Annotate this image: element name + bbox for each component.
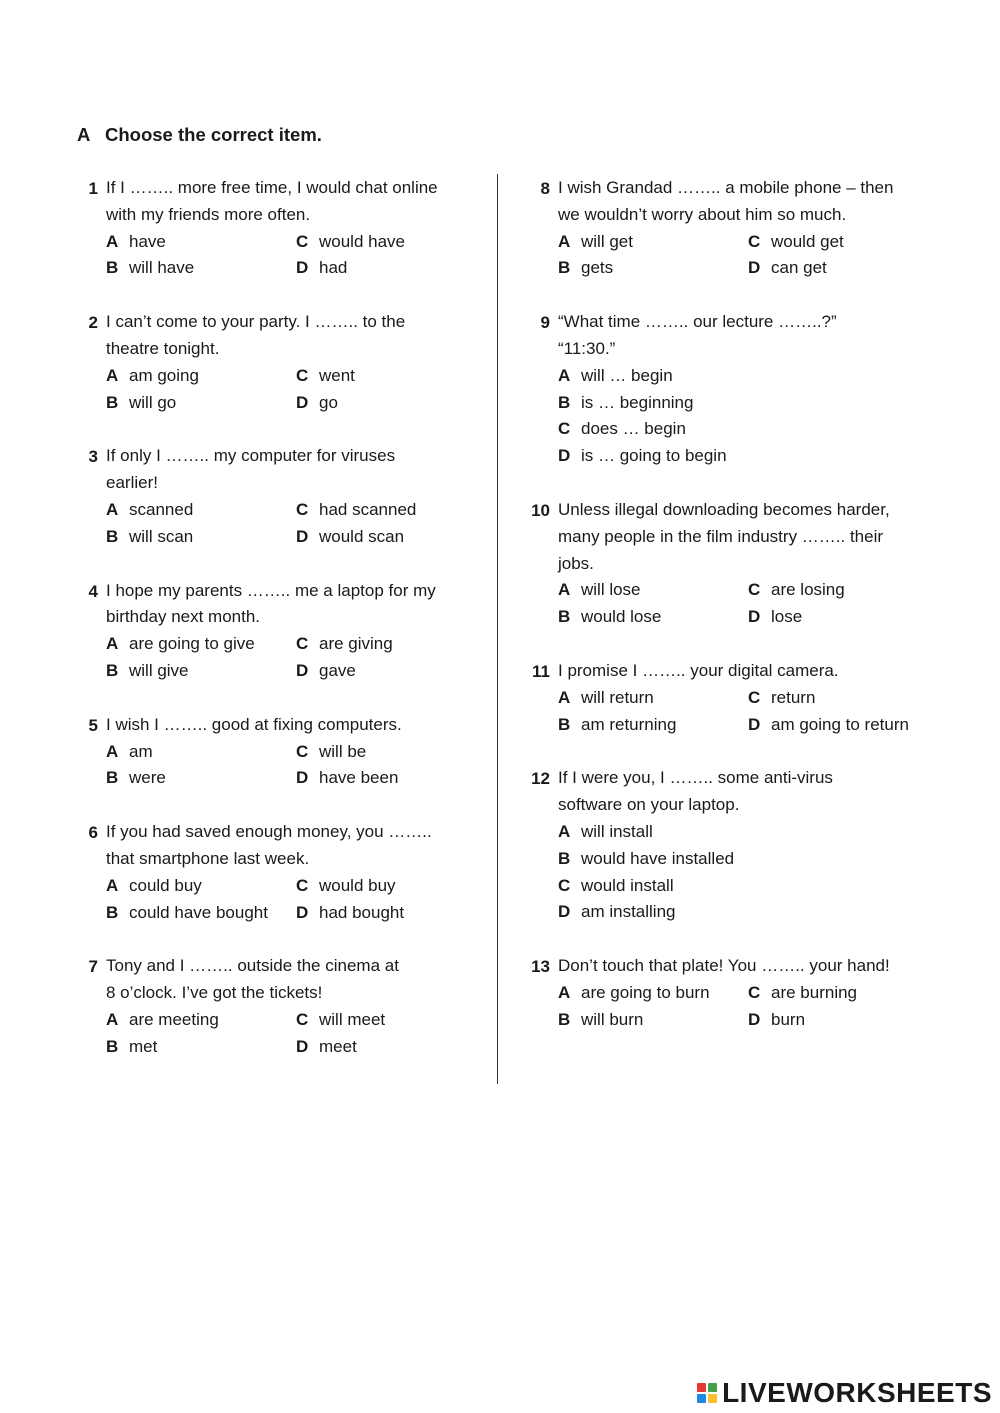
- option-letter: C: [748, 580, 761, 600]
- option-letter: D: [558, 902, 571, 922]
- question-text: [558, 497, 942, 577]
- answer-option-a[interactable]: [558, 685, 748, 712]
- option-letter: A: [106, 741, 119, 761]
- option-text: am installing: [581, 902, 676, 922]
- answer-option-b[interactable]: [558, 712, 748, 739]
- option-letter: C: [748, 982, 761, 1002]
- option-letter: B: [106, 1036, 119, 1056]
- option-text: burn: [771, 1009, 806, 1029]
- question-text: [558, 658, 942, 685]
- option-text: am returning: [581, 714, 677, 734]
- column-divider: [497, 174, 498, 1084]
- answer-option-b[interactable]: [558, 846, 942, 873]
- option-text: are losing: [771, 580, 845, 600]
- question-9: [522, 309, 942, 470]
- option-text: met: [129, 1036, 158, 1056]
- option-text: will go: [129, 392, 177, 412]
- brand-wordmark: LIVEWORKSHEETS: [722, 1377, 992, 1408]
- option-letter: D: [748, 714, 761, 734]
- question-text: [106, 175, 480, 229]
- answer-option-a[interactable]: [558, 819, 942, 846]
- option-text: am: [129, 741, 153, 761]
- answer-options: [558, 577, 942, 631]
- answer-option-d[interactable]: [748, 255, 942, 282]
- option-letter: A: [558, 687, 571, 707]
- question-text-line: “What time …….. our lecture ……..?”: [558, 312, 837, 332]
- question-text-line: theatre tonight.: [106, 338, 220, 358]
- question-7: [70, 953, 480, 1060]
- answer-option-d[interactable]: [296, 658, 480, 685]
- option-letter: C: [296, 634, 309, 654]
- option-letter: B: [558, 392, 571, 412]
- answer-options: [106, 873, 480, 927]
- answer-option-a[interactable]: [106, 873, 296, 900]
- option-letter: D: [296, 258, 309, 278]
- option-text: return: [771, 687, 816, 707]
- answer-option-a[interactable]: [106, 363, 296, 390]
- option-text: would buy: [319, 875, 396, 895]
- option-letter: B: [558, 607, 571, 627]
- question-number: 5: [88, 715, 98, 735]
- answer-option-c[interactable]: [558, 873, 942, 900]
- option-text: will return: [581, 687, 654, 707]
- liveworksheets-logo-icon: [697, 1383, 717, 1403]
- option-letter: A: [558, 821, 571, 841]
- option-letter: D: [558, 446, 571, 466]
- option-text: go: [319, 392, 338, 412]
- question-text-line: If I …….. more free time, I would chat online: [106, 178, 438, 197]
- answer-options: [106, 1007, 480, 1061]
- option-letter: D: [296, 768, 309, 788]
- option-letter: A: [106, 1009, 119, 1029]
- answer-option-d[interactable]: [748, 712, 942, 739]
- option-letter: B: [106, 660, 119, 680]
- option-text: are burning: [771, 982, 858, 1002]
- question-8: [522, 175, 942, 282]
- question-text-line: Tony and I …….. outside the cinema at: [106, 956, 399, 976]
- option-text: had bought: [319, 902, 405, 922]
- question-text-line: 8 o’clock. I’ve got the tickets!: [106, 983, 323, 1003]
- question-text-line: software on your laptop.: [558, 795, 740, 815]
- answer-option-d[interactable]: [296, 255, 480, 282]
- option-letter: C: [558, 875, 571, 895]
- answer-option-b[interactable]: [106, 524, 296, 551]
- answer-option-d[interactable]: [296, 1034, 480, 1061]
- question-text: [558, 765, 942, 819]
- answer-option-c[interactable]: [296, 229, 480, 256]
- answer-option-c[interactable]: [296, 363, 480, 390]
- option-text: would lose: [581, 607, 662, 627]
- question-text: [558, 309, 942, 363]
- option-letter: B: [106, 526, 119, 546]
- question-number: 7: [88, 957, 98, 977]
- question-number: 4: [88, 581, 98, 601]
- option-letter: D: [748, 607, 761, 627]
- logo-square: [697, 1394, 706, 1403]
- option-text: is … going to begin: [581, 446, 727, 466]
- heading-text: Choose the correct item.: [105, 124, 322, 145]
- option-text: can get: [771, 258, 827, 278]
- option-text: will … begin: [581, 365, 673, 385]
- question-text-line: many people in the film industry …….. their: [558, 526, 884, 546]
- question-text-line: with my friends more often.: [106, 204, 311, 224]
- answer-option-a[interactable]: [558, 229, 748, 256]
- option-text: would install: [581, 875, 674, 895]
- question-text-line: Unless illegal downloading becomes harder,: [558, 499, 890, 519]
- answer-option-b[interactable]: [106, 390, 296, 417]
- option-text: could buy: [129, 875, 202, 895]
- option-letter: B: [558, 714, 571, 734]
- answer-option-a[interactable]: [558, 980, 748, 1007]
- option-text: lose: [771, 607, 803, 627]
- answer-option-d[interactable]: [558, 899, 942, 926]
- option-letter: B: [106, 902, 119, 922]
- option-letter: B: [558, 258, 571, 278]
- question-number: 10: [531, 500, 550, 520]
- answer-option-d[interactable]: [296, 390, 480, 417]
- question-1: [70, 175, 480, 282]
- option-letter: A: [106, 634, 119, 654]
- answer-options: [106, 363, 480, 417]
- option-letter: B: [558, 1009, 571, 1029]
- option-letter: C: [296, 365, 309, 385]
- answer-option-a[interactable]: [106, 497, 296, 524]
- question-text-line: we wouldn’t worry about him so much.: [558, 204, 847, 224]
- option-text: gave: [319, 660, 356, 680]
- answer-option-c[interactable]: [558, 416, 942, 443]
- option-text: went: [319, 365, 355, 385]
- question-text-line: I promise I …….. your digital camera.: [558, 660, 839, 680]
- question-11: [522, 658, 942, 738]
- answer-options: [558, 819, 942, 926]
- logo-square: [697, 1383, 706, 1392]
- option-letter: D: [296, 526, 309, 546]
- questions-left-column: [70, 175, 480, 1088]
- option-text: are giving: [319, 634, 393, 654]
- option-text: are meeting: [129, 1009, 219, 1029]
- question-text-line: that smartphone last week.: [106, 848, 310, 868]
- option-letter: D: [296, 660, 309, 680]
- answer-options: [558, 685, 942, 739]
- question-text: [558, 175, 942, 229]
- option-text: will be: [319, 741, 367, 761]
- option-text: were: [129, 768, 166, 788]
- option-text: have: [129, 231, 166, 251]
- option-text: is … beginning: [581, 392, 694, 412]
- option-text: will lose: [581, 580, 641, 600]
- answer-option-a[interactable]: [558, 577, 748, 604]
- question-text: [106, 712, 480, 739]
- option-text: am going: [129, 365, 199, 385]
- answer-options: [558, 980, 942, 1034]
- option-text: are going to burn: [581, 982, 710, 1002]
- option-text: will install: [581, 821, 653, 841]
- answer-options: [558, 363, 942, 470]
- answer-options: [106, 229, 480, 283]
- option-text: could have bought: [129, 902, 268, 922]
- option-text: would have: [319, 231, 406, 251]
- question-12: [522, 765, 942, 926]
- question-text-line: I wish Grandad …….. a mobile phone – then: [558, 178, 894, 197]
- logo-square: [708, 1383, 717, 1392]
- option-letter: C: [748, 687, 761, 707]
- question-13: [522, 953, 942, 1033]
- answer-option-c[interactable]: [296, 1007, 480, 1034]
- answer-option-b[interactable]: [558, 604, 748, 631]
- option-letter: A: [106, 875, 119, 895]
- question-4: [70, 578, 480, 685]
- question-10: [522, 497, 942, 631]
- answer-option-b[interactable]: [106, 900, 296, 927]
- option-text: will meet: [319, 1009, 386, 1029]
- option-letter: D: [748, 258, 761, 278]
- option-letter: C: [296, 1009, 309, 1029]
- question-number: 11: [532, 661, 550, 681]
- option-letter: A: [106, 499, 119, 519]
- option-letter: A: [558, 580, 571, 600]
- option-text: scanned: [129, 499, 194, 519]
- option-letter: D: [748, 1009, 761, 1029]
- option-letter: C: [296, 231, 309, 251]
- option-letter: D: [296, 902, 309, 922]
- option-letter: C: [748, 231, 761, 251]
- answer-option-c[interactable]: [296, 873, 480, 900]
- answer-option-c[interactable]: [296, 739, 480, 766]
- option-text: had scanned: [319, 499, 417, 519]
- option-letter: D: [296, 1036, 309, 1056]
- question-text-line: earlier!: [106, 473, 158, 493]
- answer-option-c[interactable]: [296, 631, 480, 658]
- option-letter: B: [106, 768, 119, 788]
- question-text-line: If only I …….. my computer for viruses: [106, 446, 396, 466]
- option-text: meet: [319, 1036, 357, 1056]
- question-text: [106, 819, 480, 873]
- option-letter: C: [296, 499, 309, 519]
- question-text-line: If I were you, I …….. some anti-virus: [558, 768, 833, 788]
- question-number: 3: [88, 447, 98, 467]
- option-text: are going to give: [129, 634, 255, 654]
- question-text: [106, 578, 480, 632]
- question-6: [70, 819, 480, 926]
- option-letter: A: [106, 365, 119, 385]
- question-number: 1: [88, 179, 98, 198]
- question-number: 13: [531, 957, 550, 977]
- answer-option-b[interactable]: [106, 1034, 296, 1061]
- answer-option-b[interactable]: [558, 1007, 748, 1034]
- answer-option-b[interactable]: [106, 658, 296, 685]
- answer-option-a[interactable]: [106, 739, 296, 766]
- option-text: gets: [581, 258, 614, 278]
- answer-options: [558, 229, 942, 283]
- heading-letter: A: [77, 124, 91, 145]
- option-letter: A: [558, 231, 571, 251]
- answer-option-d[interactable]: [748, 604, 942, 631]
- answer-option-d[interactable]: [296, 765, 480, 792]
- logo-square: [708, 1394, 717, 1403]
- answer-option-c[interactable]: [748, 229, 942, 256]
- option-letter: A: [558, 365, 571, 385]
- question-text-line: I hope my parents …….. me a laptop for my: [106, 580, 436, 600]
- answer-option-c[interactable]: [748, 685, 942, 712]
- question-3: [70, 443, 480, 550]
- question-text: [106, 953, 480, 1007]
- option-letter: C: [296, 875, 309, 895]
- option-text: am going to return: [771, 714, 909, 734]
- option-text: will burn: [581, 1009, 644, 1029]
- answer-option-a[interactable]: [106, 229, 296, 256]
- question-text-line: Don’t touch that plate! You …….. your hand!: [558, 956, 890, 976]
- question-2: [70, 309, 480, 416]
- option-text: will scan: [129, 526, 194, 546]
- questions-right-column: [522, 175, 942, 1061]
- question-text-line: birthday next month.: [106, 607, 261, 627]
- option-text: will have: [129, 258, 195, 278]
- question-text-line: If you had saved enough money, you ……..: [106, 822, 432, 842]
- question-text-line: I wish I …….. good at fixing computers.: [106, 714, 402, 734]
- question-5: [70, 712, 480, 792]
- brand-footer[interactable]: [697, 1377, 992, 1409]
- option-text: will give: [129, 660, 189, 680]
- answer-option-a[interactable]: [106, 1007, 296, 1034]
- answer-option-a[interactable]: [106, 631, 296, 658]
- answer-options: [106, 631, 480, 685]
- option-text: does … begin: [581, 419, 686, 439]
- answer-option-a[interactable]: [558, 363, 942, 390]
- question-number: 12: [531, 769, 550, 789]
- option-letter: B: [106, 258, 119, 278]
- answer-option-d[interactable]: [296, 524, 480, 551]
- option-letter: B: [558, 848, 571, 868]
- option-text: have been: [319, 768, 399, 788]
- answer-option-c[interactable]: [296, 497, 480, 524]
- answer-option-b[interactable]: [106, 765, 296, 792]
- option-letter: B: [106, 392, 119, 412]
- option-text: had: [319, 258, 348, 278]
- answer-option-d[interactable]: [558, 443, 942, 470]
- answer-option-c[interactable]: [748, 980, 942, 1007]
- question-text-line: “11:30.”: [558, 338, 616, 358]
- option-letter: A: [558, 982, 571, 1002]
- option-letter: D: [296, 392, 309, 412]
- exercise-heading: [77, 124, 322, 146]
- question-number: 6: [88, 823, 98, 843]
- option-text: will get: [581, 231, 633, 251]
- question-number: 9: [540, 313, 550, 333]
- option-text: would have installed: [581, 848, 735, 868]
- option-text: would scan: [319, 526, 405, 546]
- answer-option-b[interactable]: [558, 390, 942, 417]
- answer-options: [106, 497, 480, 551]
- option-letter: C: [558, 419, 571, 439]
- option-letter: C: [296, 741, 309, 761]
- answer-option-b[interactable]: [106, 255, 296, 282]
- answer-option-d[interactable]: [296, 900, 480, 927]
- question-text: [106, 443, 480, 497]
- answer-option-c[interactable]: [748, 577, 942, 604]
- question-number: 2: [88, 313, 98, 333]
- answer-option-b[interactable]: [558, 255, 748, 282]
- answer-option-d[interactable]: [748, 1007, 942, 1034]
- option-text: would get: [771, 231, 844, 251]
- option-letter: A: [106, 231, 119, 251]
- question-text: [558, 953, 942, 980]
- question-text-line: jobs.: [558, 553, 594, 573]
- question-text-line: I can’t come to your party. I …….. to the: [106, 312, 406, 332]
- question-text: [106, 309, 480, 363]
- question-number: 8: [540, 179, 550, 198]
- answer-options: [106, 739, 480, 793]
